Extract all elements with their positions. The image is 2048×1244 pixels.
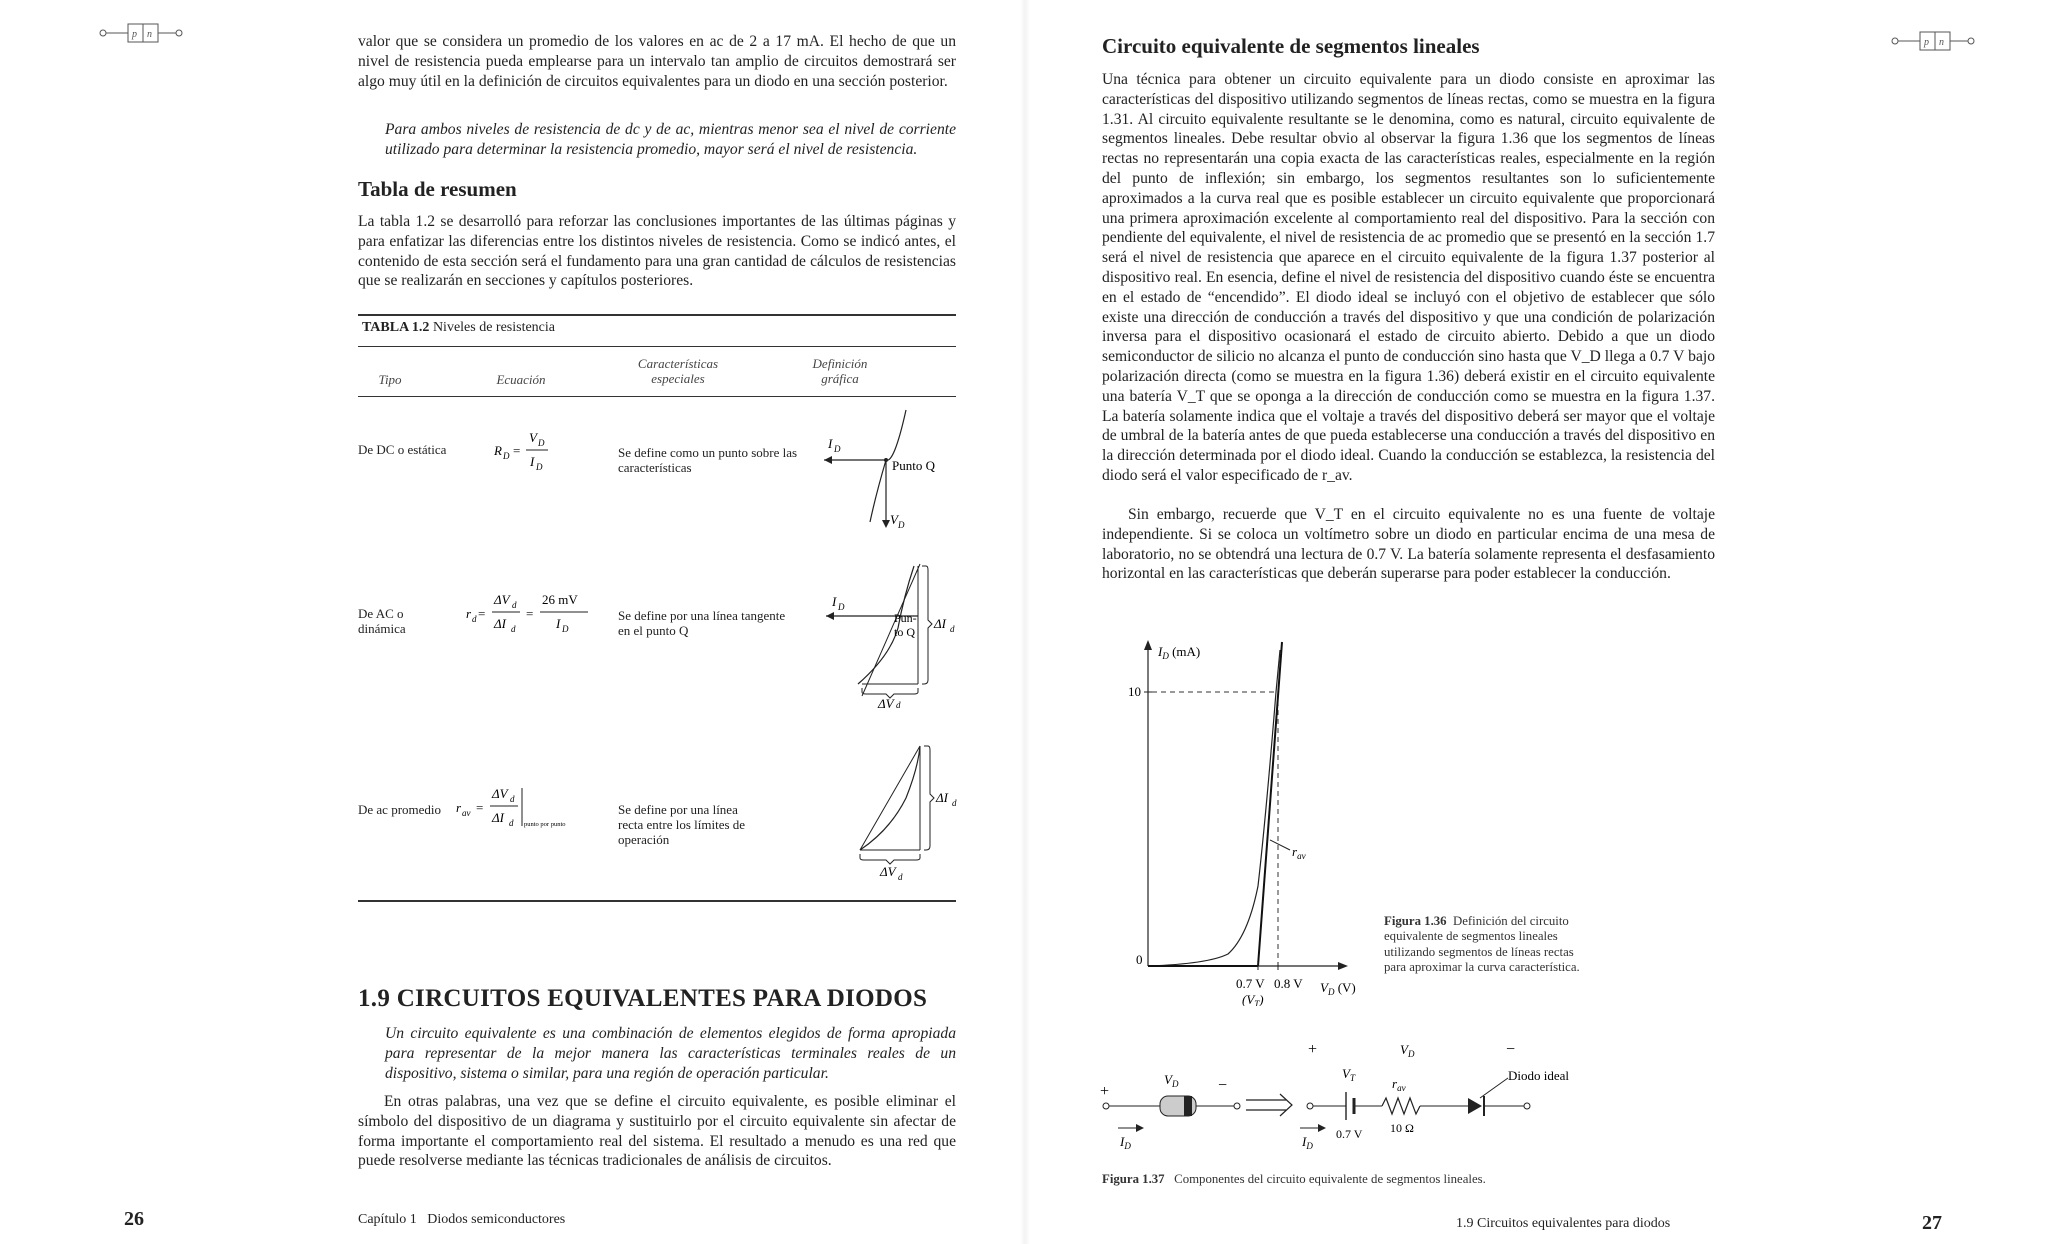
- pn-junction-icon-left: [98, 22, 184, 44]
- page-number-right: 27: [1922, 1212, 1942, 1234]
- fig137-rav-value: 10 Ω: [1390, 1121, 1414, 1135]
- svg-text:D: D: [562, 624, 569, 634]
- table-row-ac-caracteristicas: Se define por una línea tangente en el punto Q: [618, 608, 786, 638]
- svg-text:D: D: [538, 438, 545, 448]
- fig137-ideal-diode: [1468, 1098, 1482, 1114]
- fig137-ideal-label: Diodo ideal: [1508, 1068, 1570, 1083]
- svg-text:−: −: [1506, 1041, 1516, 1058]
- right-paragraph-2: Sin embargo, recuerde que V_T en el circuito equivalente no es una fuente de voltaje independiente. Si se coloca un voltímetro sobre un diodo en particular encima de una mesa de laboratorio, no se obtendrá una lectura de 0.7 V. La batería solamente representa el desfasamiento horizontal en las características que deberán superarse para poder establecer la conducción.: [1102, 506, 1715, 583]
- svg-text:=: =: [476, 800, 484, 815]
- figure-136-caption-label: Figura 1.36: [1384, 914, 1447, 928]
- fig136-x-arrow: [1338, 962, 1348, 970]
- fig137-implies-arrow: [1246, 1094, 1292, 1116]
- svg-text:ΔV: ΔV: [880, 864, 896, 879]
- fig136-x-label: $V_D$ (V): [1320, 980, 1356, 997]
- svg-text:ΔI: ΔI: [936, 790, 948, 805]
- svg-text:Pun-: Pun-: [894, 611, 917, 625]
- svg-text:=: =: [526, 606, 534, 621]
- svg-text:d: d: [950, 624, 955, 634]
- graph-dc-point-q: Punto Q: [892, 458, 935, 473]
- svg-text:d: d: [511, 624, 516, 634]
- svg-text:ΔV: ΔV: [878, 696, 894, 708]
- table-row-ac-tipo: De AC o dinámica: [358, 606, 406, 636]
- equation-rd: [492, 428, 552, 472]
- figure-137-caption-text: Componentes del circuito equivalente de segmentos lineales.: [1174, 1172, 1486, 1186]
- svg-text:+: +: [1308, 1041, 1318, 1058]
- svg-text:r: r: [456, 800, 462, 815]
- svg-text:ΔV: ΔV: [492, 786, 508, 801]
- svg-text:=: =: [513, 443, 521, 458]
- svg-text:d: d: [512, 600, 517, 610]
- fig137-rav-label: $r_{av}$: [1392, 1076, 1406, 1093]
- eq-rd-lhs: R: [494, 443, 502, 458]
- fig136-y-label: $I_D$ (mA): [1158, 644, 1201, 661]
- svg-text:n: n: [1939, 37, 1944, 48]
- page-number-left: 26: [124, 1208, 144, 1230]
- table-row-dc-caracteristicas: Se define como un punto sobre las características: [618, 445, 798, 475]
- table-bottom-rule: [358, 900, 956, 902]
- svg-text:d: d: [510, 794, 515, 804]
- figure-136-chart: [1108, 636, 1368, 1006]
- svg-text:=: =: [478, 606, 486, 621]
- svg-text:d: d: [472, 614, 477, 624]
- fig137-vt-value: 0.7 V: [1336, 1127, 1363, 1141]
- fig136-xtick2: 0.8 V: [1274, 976, 1303, 991]
- table-header-rule: [358, 396, 956, 397]
- svg-text:I: I: [530, 454, 535, 469]
- pn-junction-icon-right: [1890, 30, 1976, 52]
- equation-rav: [454, 784, 594, 832]
- summary-paragraph: La tabla 1.2 se desarrolló para reforzar las conclusiones importantes de las últimas páginas y para enfatizar las diferencias entre los distintos niveles de resistencia. Como se indicó antes, el contenido de esta sección será el fundamento para una gran cantidad de cálculos de resistencias que se realizarán en secciones y capítulos posteriores.: [358, 213, 956, 290]
- figure-137-circuit: [1100, 1034, 1660, 1154]
- table-title-number: TABLA 1.2: [362, 320, 430, 335]
- table-row-avg-caracteristicas: Se define por una línea recta entre los límites de operación: [618, 802, 746, 847]
- section-definition: Un circuito equivalente es una combinación de elementos elegidos de forma apropiada para representar de la mejor manera las características terminales reales de un dispositivo, sistema o similar, para una región de operación particular.: [385, 1025, 956, 1082]
- book-gutter: [1020, 0, 1030, 1244]
- figure-137-caption-label: Figura 1.37: [1102, 1172, 1165, 1186]
- fig136-real-curve: [1148, 650, 1280, 966]
- svg-text:av: av: [462, 808, 471, 818]
- footer-left: Capítulo 1 Diodos semiconductores: [358, 1212, 566, 1227]
- svg-text:I: I: [828, 436, 833, 451]
- fig137-vt-label: $V_T$: [1342, 1066, 1355, 1083]
- svg-text:I: I: [556, 616, 561, 631]
- svg-text:d: d: [952, 798, 957, 808]
- equation-rd-dynamic: [464, 590, 604, 638]
- svg-text:V: V: [890, 512, 898, 527]
- fig136-y-arrow: [1144, 640, 1152, 650]
- fig137-id-left: $I_D$: [1120, 1134, 1131, 1151]
- svg-text:d: d: [896, 700, 901, 708]
- figure-136-caption: [1384, 914, 1584, 976]
- svg-text:r: r: [466, 606, 472, 621]
- svg-text:p: p: [1924, 37, 1929, 48]
- svg-text:ΔI: ΔI: [492, 810, 504, 825]
- svg-text:I: I: [832, 594, 837, 609]
- svg-text:V: V: [529, 430, 537, 445]
- svg-text:ΔV: ΔV: [494, 592, 510, 607]
- svg-text:d: d: [898, 872, 903, 882]
- table-header-ecuacion: Ecuación: [496, 372, 546, 387]
- svg-text:ΔI: ΔI: [494, 616, 506, 631]
- figure-137-caption: [1102, 1172, 1702, 1187]
- fig136-x-origin: 0: [1136, 952, 1143, 967]
- svg-text:D: D: [838, 602, 845, 612]
- svg-text:p: p: [132, 29, 137, 40]
- fig136-y-tick: 10: [1128, 684, 1141, 699]
- section-paragraph: En otras palabras, una vez que se define el circuito equivalente, es posible eliminar el símbolo del dispositivo de un diagrama y sustituirlo por el circuito equivalente sin afectar de forma importante el comportamiento real del sistema. El resultado a menudo es una red que puede resolverse mediante las técnicas tradicionales de análisis de circuitos.: [358, 1093, 956, 1170]
- table-header-tipo: Tipo: [378, 372, 402, 387]
- fig136-rav-label: $r_{av}$: [1292, 844, 1306, 861]
- fig136-xtick1: 0.7 V: [1236, 976, 1265, 991]
- svg-text:n: n: [147, 29, 152, 40]
- fig137-vd-left: $V_D$: [1164, 1072, 1179, 1089]
- svg-text:D: D: [536, 462, 543, 472]
- table-title-rule: [358, 346, 956, 347]
- graph-dc-resistance: [816, 404, 956, 534]
- svg-text:−: −: [1218, 1077, 1228, 1094]
- svg-text:to Q: to Q: [894, 625, 915, 639]
- table-title-text: Niveles de resistencia: [432, 320, 555, 335]
- section-heading: 1.9 CIRCUITOS EQUIVALENTES PARA DIODOS: [358, 985, 928, 1012]
- fig137-resistor: [1382, 1098, 1420, 1114]
- svg-text:d: d: [509, 818, 514, 828]
- table-header-caracteristicas: Características especiales: [637, 356, 719, 386]
- table-top-rule: [358, 314, 956, 316]
- intro-paragraph: valor que se considera un promedio de los valores en ac de 2 a 17 mA. El hecho de que un nivel de resistencia pueda emplearse para un intervalo tan amplio de circuitos demostrará ser algo muy útil en la definición de circuitos equivalentes para un diodo en una sección posterior.: [358, 33, 956, 90]
- italic-note: Para ambos niveles de resistencia de dc y de ac, mientras menor sea el nivel de corriente utilizado para determinar la resistencia promedio, mayor será el nivel de resistencia.: [385, 121, 956, 158]
- graph-ac-resistance: [818, 556, 968, 708]
- fig137-id-right: $I_D$: [1302, 1134, 1313, 1151]
- fig137-vd-top: $V_D$: [1400, 1042, 1415, 1059]
- table-row-avg-tipo: De ac promedio: [358, 802, 442, 817]
- figure-136-caption-text: Definición del circuito equivalente de segmentos lineales utilizando segmentos de líneas rectas para aproximar la curva característica.: [1384, 914, 1580, 975]
- svg-text:D: D: [503, 451, 510, 461]
- table-title: [362, 320, 555, 336]
- footer-right: 1.9 Circuitos equivalentes para diodos: [1456, 1216, 1671, 1231]
- svg-text:D: D: [834, 444, 841, 454]
- fig136-xtick1-sub: $(V_T)$: [1242, 992, 1264, 1006]
- right-paragraph-1: Una técnica para obtener un circuito equivalente para un diodo consiste en aproximar las características del dispositivo utilizando segmentos de líneas rectas, como se muestra en la figura 1.31. Al circuito equivalente resultante se le denomina, como es natural, circuito equivalente de segmentos lineales. Debe resultar obvio al observar la figura 1.36 que los segmentos de líneas rectas no representarán una copia exacta de las características reales, especialmente en la región del punto de inflexión; sin embargo, los segmentos resultantes son lo suficientemente aproximados a la curva real que es posible establecer un circuito equivalente que proporcionará una primera aproximación excelente al comportamiento real del dispositivo. Para la sección con pendiente del equivalente, el nivel de resistencia de ac promedio que se presentó en la sección 1.7 será el nivel de resistencia que aparece en el circuito equivalente de la figura 1.37 posterior al dispositivo real. En esencia, define el nivel de resistencia del dispositivo cuando éste se encuentra en el estado de “encendido”. El diodo ideal se incluyó con el objetivo de establecer que sólo existe una dirección de conducción a través del dispositivo y que una condición de polarización inversa para el dispositivo ocasionará el estado de circuito abierto. Debido a que un diodo semiconductor de silicio no alcanza el punto de conducción sino hasta que V_D llega a 0.7 V bajo polarización directa (como se muestra en la figura 1.36) deberá existir en el circuito equivalente una batería V_T que se oponga a la dirección de conducción como se muestra en la figura 1.37. La batería solamente indica que el voltaje a través del dispositivo deberá ser mayor que el voltaje de umbral de la batería antes de que pueda establecerse una conducción a través del dispositivo en la dirección determinada por el diodo ideal. Cuando la conducción se establezca, la resistencia del diodo será el valor especificado de r_av.: [1102, 71, 1715, 484]
- svg-text:ΔI: ΔI: [934, 616, 946, 631]
- summary-heading: Tabla de resumen: [358, 177, 517, 201]
- svg-text:+: +: [1100, 1083, 1110, 1100]
- svg-text:punto por punto: punto por punto: [524, 821, 566, 828]
- right-heading: Circuito equivalente de segmentos lineales: [1102, 34, 1480, 58]
- table-row-dc-tipo: De DC o estática: [358, 442, 447, 457]
- graph-avg-resistance: [850, 738, 970, 890]
- table-header-definicion: Definición gráfica: [812, 356, 868, 386]
- svg-text:26 mV: 26 mV: [542, 592, 578, 607]
- svg-text:D: D: [898, 520, 905, 530]
